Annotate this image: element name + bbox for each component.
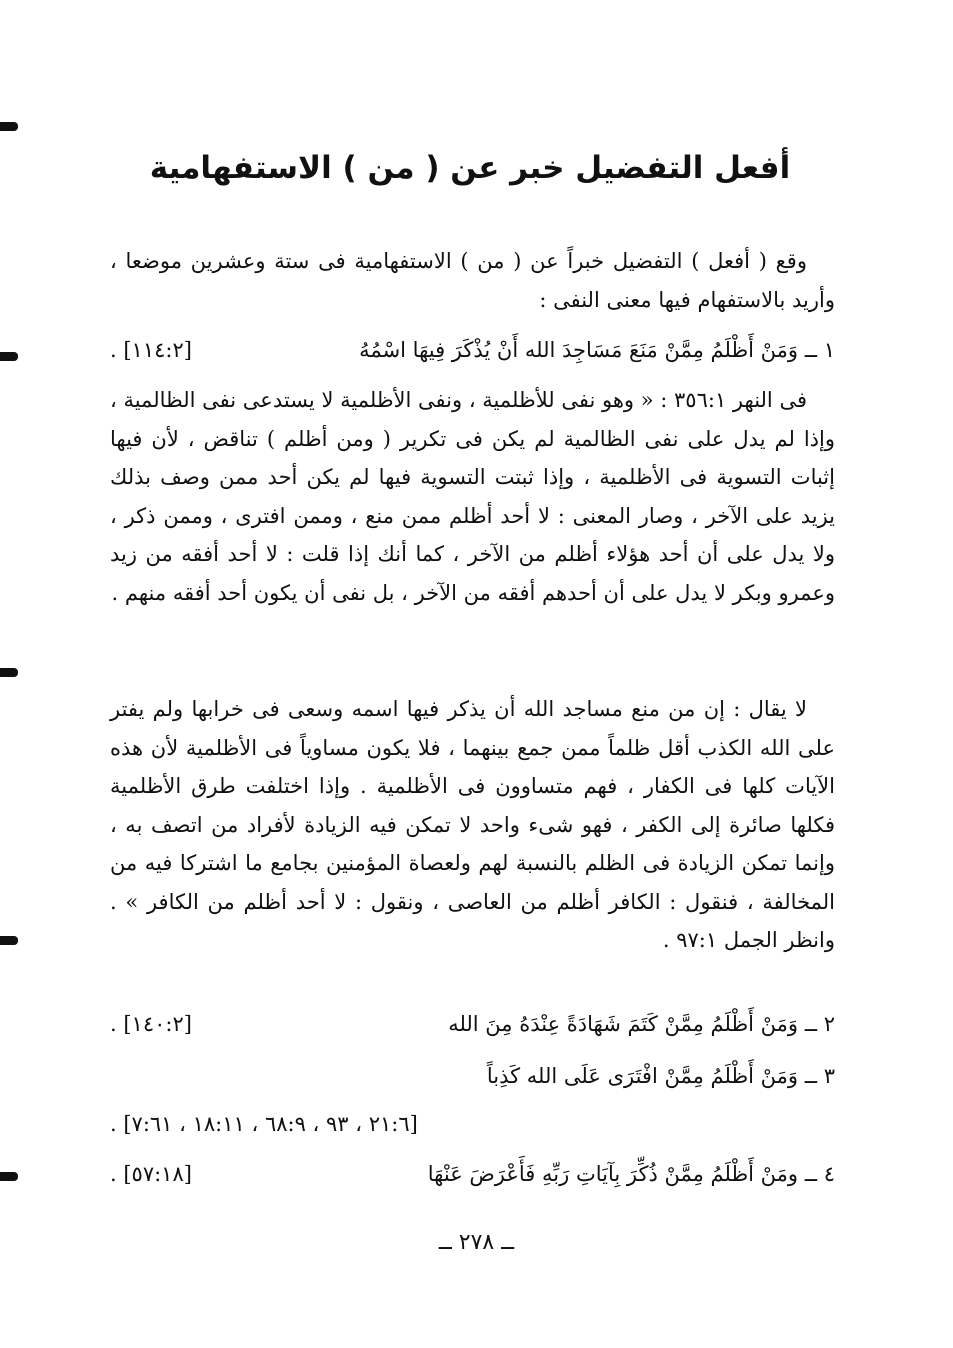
margin-mark — [0, 668, 18, 677]
page-title: أفعل التفضيل خبر عن ( من ) الاستفهامية — [149, 150, 791, 186]
verse-1-ref: [١١٤:٢] . — [110, 338, 192, 362]
verse-3-text: ٣ ــ وَمَنْ أَظْلَمُ مِمَّنْ افْتَرَى عَلَى الله كَذِباً — [486, 1064, 835, 1088]
verse-4-text: ٤ ــ ومَنْ أَظْلَمُ مِمَّنْ ذُكِّرَ بِآيَاتِ رَبِّهِ فَأَعْرَضَ عَنْهَا — [427, 1162, 835, 1186]
page-number: ــ ٢٧٨ ــ — [438, 1230, 515, 1255]
verse-4-ref: [٥٧:١٨] . — [110, 1162, 192, 1186]
verse-1-text: ١ ــ وَمَنْ أَظْلَمُ مِمَّنْ مَنَعَ مَسَاجِدَ الله أَنْ يُذْكَرَ فِيهَا اسْمُهُ — [359, 338, 835, 362]
margin-mark — [0, 352, 18, 361]
verse-3 — [110, 1064, 835, 1088]
verse-1 — [110, 338, 835, 362]
verse-3-refs: [٢١:٦ ، ٩٣ ، ٦٨:٩ ، ١٨:١١ ، ٧:٦١] . — [110, 1112, 418, 1136]
commentary-paragraph-2: لا يقال : إن من منع مساجد الله أن يذكر فيها اسمه وسعى فى خرابها ولم يفتر على الله الكذب أقل ظلماً ممن جمع بينهما ، فلا يكون مساوياً فى الأظلمية لأن هذه الآيات كلها فى الكفار ، فهم متساوون فى الأظلمية . وإذا اختلفت طرق الأظلمية فكلها صائرة إلى الكفر ، فهو شىء واحد لا تمكن فيه الزيادة لأفراد من اتصف به ، وإنما تمكن الزيادة فى الظلم بالنسبة لهم ولعصاة المؤمنين بجامع ما اشتركا فيه من المخالفة ، فنقول : الكافر أظلم من العاصى ، ونقول : لا أحد أظلم من الكافر » . وانظر الجمل ٩٧:١ . — [110, 697, 835, 952]
verse-2-text: ٢ ــ وَمَنْ أَظْلَمُ مِمَّنْ كَتَمَ شَهَادَةً عِنْدَهُ مِنَ الله — [448, 1012, 835, 1036]
verse-4 — [110, 1162, 835, 1186]
margin-mark — [0, 936, 18, 945]
margin-mark — [0, 122, 18, 131]
commentary-paragraph: فى النهر ٣٥٦:١ : « وهو نفى للأظلمية ، ونفى الأظلمية لا يستدعى نفى الظالمية ، وإذا لم يدل على نفى الظالمية لم يكن فى تكرير ( ومن أظلم ) تناقض ، لأن فيها إثبات التسوية فى الأظلمية ، وإذا ثبتت التسوية فيها لم يكن أحد ممن وصف بذلك يزيد على الآخر ، وصار المعنى : لا أحد أظلم ممن منع ، وممن افترى ، وممن ذكر ، ولا يدل على أن أحد هؤلاء أظلم من الآخر ، كما أنك إذا قلت : لا أحد أفقه من زيد وعمرو وبكر لا يدل على أن أحدهم أفقه من الآخر ، بل نفى أن يكون أحد أفقه منهم . — [110, 388, 835, 605]
verse-2-ref: [١٤٠:٢] . — [110, 1012, 192, 1036]
verse-2 — [110, 1012, 835, 1036]
margin-mark — [0, 1172, 18, 1181]
intro-paragraph: وقع ( أفعل ) التفضيل خبراً عن ( من ) الاستفهامية فى ستة وعشرين موضعا ، وأريد بالاستفهام فيها معنى النفى : — [110, 249, 835, 312]
